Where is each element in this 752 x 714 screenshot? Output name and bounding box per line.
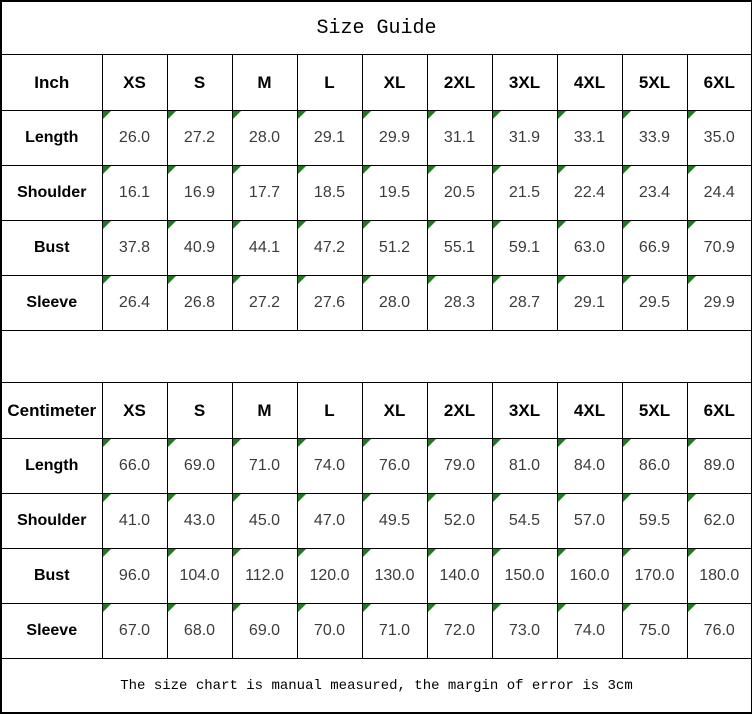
size-value-cell — [297, 221, 362, 276]
size-value-text: 26.8 — [183, 294, 216, 311]
corner-flag-triangle-icon — [428, 111, 436, 119]
corner-flag-triangle-icon — [103, 604, 111, 612]
size-value-text: 81.0 — [508, 457, 541, 474]
size-value-text: 71.0 — [248, 457, 281, 474]
size-value-cell — [232, 494, 297, 549]
size-value-text: 31.1 — [443, 129, 476, 146]
size-value-text: 140.0 — [439, 567, 480, 584]
size-value-cell — [492, 221, 557, 276]
corner-flag-triangle-icon — [623, 276, 631, 284]
size-value-text: 28.7 — [508, 294, 541, 311]
size-value-text: 27.6 — [313, 294, 346, 311]
size-value-cell — [232, 276, 297, 331]
corner-flag-triangle-icon — [493, 111, 501, 119]
size-value-cell — [362, 439, 427, 494]
size-value-text: 35.0 — [703, 129, 735, 146]
size-value-text: 68.0 — [183, 622, 216, 639]
corner-flag-triangle-icon — [168, 439, 176, 447]
corner-flag-triangle-icon — [623, 111, 631, 119]
size-value-text: 74.0 — [313, 457, 346, 474]
size-value-text: 19.5 — [378, 184, 411, 201]
size-value-cell — [232, 221, 297, 276]
corner-flag-triangle-icon — [103, 166, 111, 174]
corner-flag-triangle-icon — [363, 604, 371, 612]
footer-row — [1, 659, 752, 714]
measure-label-length: Length — [1, 439, 102, 494]
size-value-text: 29.9 — [378, 129, 411, 146]
size-value-text: 70.0 — [313, 622, 346, 639]
size-value-cell — [167, 549, 232, 604]
size-value-cell — [102, 549, 167, 604]
corner-flag-triangle-icon — [363, 276, 371, 284]
size-value-text: 180.0 — [699, 567, 740, 584]
size-value-text: 57.0 — [573, 512, 606, 529]
size-value-text: 29.9 — [703, 294, 735, 311]
size-value-text: 31.9 — [508, 129, 541, 146]
size-value-cell — [297, 494, 362, 549]
size-header-xs: XS — [102, 383, 167, 439]
corner-flag-triangle-icon — [688, 439, 696, 447]
size-value-text: 26.4 — [118, 294, 151, 311]
corner-flag-triangle-icon — [558, 221, 566, 229]
size-value-cell — [102, 494, 167, 549]
inch-row-bust — [1, 221, 752, 276]
corner-flag-triangle-icon — [233, 111, 241, 119]
corner-flag-triangle-icon — [363, 166, 371, 174]
size-value-cell — [687, 604, 752, 659]
size-value-text: 72.0 — [443, 622, 476, 639]
size-value-text: 54.5 — [508, 512, 541, 529]
size-value-text: 70.9 — [703, 239, 735, 256]
corner-flag-triangle-icon — [168, 111, 176, 119]
size-value-cell — [362, 604, 427, 659]
size-value-cell — [297, 439, 362, 494]
size-value-cell — [492, 276, 557, 331]
size-value-cell — [622, 166, 687, 221]
unit-header-inch: Inch — [1, 55, 102, 111]
size-value-text: 55.1 — [443, 239, 476, 256]
centimeter-table-body — [1, 383, 752, 659]
corner-flag-triangle-icon — [493, 604, 501, 612]
corner-flag-triangle-icon — [623, 166, 631, 174]
measure-label-length: Length — [1, 111, 102, 166]
size-value-cell — [622, 494, 687, 549]
size-value-cell — [687, 166, 752, 221]
size-value-cell — [167, 111, 232, 166]
size-value-cell — [297, 549, 362, 604]
size-value-cell — [687, 221, 752, 276]
size-value-text: 59.1 — [508, 239, 541, 256]
measure-label-shoulder: Shoulder — [1, 494, 102, 549]
size-value-cell — [622, 111, 687, 166]
size-value-text: 62.0 — [703, 512, 735, 529]
corner-flag-triangle-icon — [623, 604, 631, 612]
corner-flag-triangle-icon — [298, 549, 306, 557]
size-value-text: 23.4 — [638, 184, 671, 201]
size-value-text: 112.0 — [245, 567, 284, 584]
size-value-text: 44.1 — [248, 239, 281, 256]
size-value-cell — [492, 604, 557, 659]
size-value-text: 22.4 — [573, 184, 606, 201]
size-value-text: 27.2 — [248, 294, 281, 311]
size-value-cell — [297, 604, 362, 659]
corner-flag-triangle-icon — [233, 166, 241, 174]
size-value-text: 74.0 — [573, 622, 606, 639]
size-value-cell — [362, 221, 427, 276]
corner-flag-triangle-icon — [168, 166, 176, 174]
corner-flag-triangle-icon — [623, 221, 631, 229]
corner-flag-triangle-icon — [363, 494, 371, 502]
measure-label-bust: Bust — [1, 549, 102, 604]
size-value-cell — [622, 276, 687, 331]
corner-flag-triangle-icon — [298, 166, 306, 174]
centimeter-row-bust — [1, 549, 752, 604]
corner-flag-triangle-icon — [493, 494, 501, 502]
corner-flag-triangle-icon — [233, 439, 241, 447]
corner-flag-triangle-icon — [363, 111, 371, 119]
corner-flag-triangle-icon — [298, 494, 306, 502]
size-value-cell — [492, 549, 557, 604]
size-value-text: 79.0 — [443, 457, 476, 474]
corner-flag-triangle-icon — [233, 604, 241, 612]
size-header-s: S — [167, 55, 232, 111]
size-value-cell — [362, 549, 427, 604]
size-value-text: 160.0 — [569, 567, 610, 584]
size-value-cell — [167, 166, 232, 221]
corner-flag-triangle-icon — [688, 549, 696, 557]
size-value-text: 73.0 — [508, 622, 541, 639]
size-value-text: 52.0 — [443, 512, 476, 529]
size-value-text: 47.0 — [313, 512, 346, 529]
corner-flag-triangle-icon — [493, 439, 501, 447]
corner-flag-triangle-icon — [623, 494, 631, 502]
corner-flag-triangle-icon — [298, 221, 306, 229]
corner-flag-triangle-icon — [298, 439, 306, 447]
size-header-2xl: 2XL — [427, 383, 492, 439]
size-value-cell — [427, 111, 492, 166]
size-value-text: 28.0 — [248, 129, 281, 146]
size-value-text: 17.7 — [248, 184, 281, 201]
corner-flag-triangle-icon — [493, 549, 501, 557]
corner-flag-triangle-icon — [493, 276, 501, 284]
size-value-cell — [167, 439, 232, 494]
corner-flag-triangle-icon — [103, 494, 111, 502]
size-value-text: 66.9 — [638, 239, 671, 256]
corner-flag-triangle-icon — [493, 221, 501, 229]
size-value-cell — [622, 604, 687, 659]
size-value-cell — [427, 494, 492, 549]
size-header-6xl: 6XL — [687, 383, 752, 439]
corner-flag-triangle-icon — [558, 276, 566, 284]
size-value-cell — [557, 166, 622, 221]
size-value-cell — [102, 604, 167, 659]
title-row — [1, 1, 752, 55]
size-header-xl: XL — [362, 55, 427, 111]
size-value-text: 89.0 — [703, 457, 735, 474]
size-value-cell — [297, 166, 362, 221]
size-value-cell — [427, 221, 492, 276]
corner-flag-triangle-icon — [168, 494, 176, 502]
spacer-row — [1, 331, 752, 383]
size-value-text: 29.1 — [573, 294, 606, 311]
size-header-s: S — [167, 383, 232, 439]
size-header-m: M — [232, 55, 297, 111]
size-header-m: M — [232, 383, 297, 439]
size-value-text: 40.9 — [183, 239, 216, 256]
corner-flag-triangle-icon — [623, 439, 631, 447]
inch-table-body — [1, 55, 752, 331]
size-value-cell — [232, 166, 297, 221]
size-value-cell — [362, 111, 427, 166]
corner-flag-triangle-icon — [103, 276, 111, 284]
corner-flag-triangle-icon — [103, 439, 111, 447]
corner-flag-triangle-icon — [233, 221, 241, 229]
size-value-cell — [687, 439, 752, 494]
corner-flag-triangle-icon — [688, 494, 696, 502]
corner-flag-triangle-icon — [558, 549, 566, 557]
size-value-cell — [232, 439, 297, 494]
size-value-cell — [687, 276, 752, 331]
size-value-cell — [167, 494, 232, 549]
corner-flag-triangle-icon — [428, 276, 436, 284]
corner-flag-triangle-icon — [103, 111, 111, 119]
corner-flag-triangle-icon — [558, 439, 566, 447]
corner-flag-triangle-icon — [363, 549, 371, 557]
size-value-cell — [557, 439, 622, 494]
size-value-text: 76.0 — [378, 457, 411, 474]
size-value-text: 29.1 — [313, 129, 346, 146]
size-value-cell — [492, 439, 557, 494]
size-value-cell — [557, 111, 622, 166]
size-value-cell — [622, 439, 687, 494]
size-value-cell — [427, 549, 492, 604]
size-value-cell — [167, 221, 232, 276]
size-value-cell — [102, 166, 167, 221]
size-value-cell — [427, 604, 492, 659]
inch-row-sleeve — [1, 276, 752, 331]
size-value-cell — [167, 604, 232, 659]
size-value-text: 41.0 — [118, 512, 151, 529]
size-value-text: 27.2 — [183, 129, 216, 146]
corner-flag-triangle-icon — [298, 604, 306, 612]
corner-flag-triangle-icon — [428, 549, 436, 557]
size-value-cell — [427, 166, 492, 221]
size-value-text: 43.0 — [183, 512, 216, 529]
size-value-text: 28.3 — [443, 294, 476, 311]
corner-flag-triangle-icon — [428, 166, 436, 174]
size-value-text: 20.5 — [443, 184, 476, 201]
corner-flag-triangle-icon — [168, 604, 176, 612]
corner-flag-triangle-icon — [688, 276, 696, 284]
size-value-cell — [427, 439, 492, 494]
size-value-text: 47.2 — [313, 239, 346, 256]
size-value-cell — [362, 494, 427, 549]
size-header-5xl: 5XL — [622, 55, 687, 111]
size-header-xl: XL — [362, 383, 427, 439]
inch-row-length — [1, 111, 752, 166]
size-value-text: 18.5 — [313, 184, 346, 201]
centimeter-header-row — [1, 383, 752, 439]
corner-flag-triangle-icon — [428, 221, 436, 229]
size-value-text: 75.0 — [638, 622, 671, 639]
size-value-text: 66.0 — [118, 457, 151, 474]
corner-flag-triangle-icon — [168, 276, 176, 284]
size-value-cell — [622, 221, 687, 276]
size-header-4xl: 4XL — [557, 383, 622, 439]
size-value-cell — [492, 111, 557, 166]
corner-flag-triangle-icon — [103, 549, 111, 557]
size-header-3xl: 3XL — [492, 383, 557, 439]
size-value-text: 45.0 — [248, 512, 281, 529]
corner-flag-triangle-icon — [688, 166, 696, 174]
size-value-text: 84.0 — [573, 457, 606, 474]
size-value-cell — [232, 111, 297, 166]
corner-flag-triangle-icon — [558, 111, 566, 119]
measure-label-shoulder: Shoulder — [1, 166, 102, 221]
corner-flag-triangle-icon — [103, 221, 111, 229]
size-header-6xl: 6XL — [687, 55, 752, 111]
size-value-text: 69.0 — [248, 622, 281, 639]
corner-flag-triangle-icon — [363, 221, 371, 229]
size-value-cell — [687, 111, 752, 166]
size-value-cell — [102, 111, 167, 166]
size-value-text: 16.9 — [183, 184, 216, 201]
size-value-cell — [297, 111, 362, 166]
size-value-text: 21.5 — [508, 184, 541, 201]
corner-flag-triangle-icon — [233, 494, 241, 502]
size-value-cell — [297, 276, 362, 331]
size-value-cell — [427, 276, 492, 331]
corner-flag-triangle-icon — [428, 439, 436, 447]
size-value-cell — [687, 494, 752, 549]
size-value-text: 59.5 — [638, 512, 671, 529]
size-value-text: 49.5 — [378, 512, 411, 529]
size-value-text: 16.1 — [118, 184, 151, 201]
size-value-cell — [232, 549, 297, 604]
size-value-text: 28.0 — [378, 294, 411, 311]
size-value-cell — [362, 276, 427, 331]
size-value-text: 130.0 — [374, 567, 415, 584]
footer-note: The size chart is manual measured, the margin of error is 3cm — [1, 659, 752, 714]
size-value-cell — [232, 604, 297, 659]
spacer-cell — [1, 331, 752, 383]
size-value-cell — [362, 166, 427, 221]
corner-flag-triangle-icon — [168, 221, 176, 229]
corner-flag-triangle-icon — [688, 111, 696, 119]
size-value-text: 69.0 — [183, 457, 216, 474]
corner-flag-triangle-icon — [558, 166, 566, 174]
size-value-cell — [557, 549, 622, 604]
corner-flag-triangle-icon — [363, 439, 371, 447]
corner-flag-triangle-icon — [233, 549, 241, 557]
size-value-cell — [557, 276, 622, 331]
size-header-4xl: 4XL — [557, 55, 622, 111]
size-value-cell — [622, 549, 687, 604]
inch-header-row — [1, 55, 752, 111]
size-value-text: 76.0 — [703, 622, 735, 639]
centimeter-row-sleeve — [1, 604, 752, 659]
size-header-3xl: 3XL — [492, 55, 557, 111]
size-value-cell — [687, 549, 752, 604]
size-value-text: 33.9 — [638, 129, 671, 146]
size-header-5xl: 5XL — [622, 383, 687, 439]
size-value-text: 120.0 — [309, 567, 350, 584]
size-value-text: 104.0 — [179, 567, 220, 584]
size-value-cell — [102, 276, 167, 331]
centimeter-row-length — [1, 439, 752, 494]
size-value-cell — [492, 166, 557, 221]
corner-flag-triangle-icon — [558, 494, 566, 502]
page-title: Size Guide — [1, 1, 752, 55]
size-header-l: L — [297, 55, 362, 111]
corner-flag-triangle-icon — [298, 276, 306, 284]
measure-label-sleeve: Sleeve — [1, 604, 102, 659]
size-value-text: 33.1 — [573, 129, 606, 146]
corner-flag-triangle-icon — [428, 494, 436, 502]
size-header-2xl: 2XL — [427, 55, 492, 111]
corner-flag-triangle-icon — [623, 549, 631, 557]
size-value-text: 150.0 — [504, 567, 545, 584]
corner-flag-triangle-icon — [688, 604, 696, 612]
size-value-cell — [492, 494, 557, 549]
corner-flag-triangle-icon — [688, 221, 696, 229]
corner-flag-triangle-icon — [493, 166, 501, 174]
size-value-text: 26.0 — [118, 129, 151, 146]
size-value-cell — [102, 439, 167, 494]
size-value-cell — [102, 221, 167, 276]
centimeter-row-shoulder — [1, 494, 752, 549]
size-value-text: 24.4 — [703, 184, 735, 201]
size-value-text: 170.0 — [634, 567, 675, 584]
size-value-cell — [557, 221, 622, 276]
corner-flag-triangle-icon — [428, 604, 436, 612]
size-value-text: 67.0 — [118, 622, 151, 639]
size-value-cell — [557, 604, 622, 659]
size-value-text: 63.0 — [573, 239, 606, 256]
size-header-xs: XS — [102, 55, 167, 111]
measure-label-bust: Bust — [1, 221, 102, 276]
size-header-l: L — [297, 383, 362, 439]
corner-flag-triangle-icon — [298, 111, 306, 119]
size-value-text: 71.0 — [378, 622, 411, 639]
size-value-text: 51.2 — [378, 239, 411, 256]
size-value-cell — [557, 494, 622, 549]
corner-flag-triangle-icon — [558, 604, 566, 612]
corner-flag-triangle-icon — [168, 549, 176, 557]
size-value-text: 96.0 — [118, 567, 151, 584]
size-value-text: 29.5 — [638, 294, 671, 311]
size-value-text: 37.8 — [118, 239, 151, 256]
size-value-cell — [167, 276, 232, 331]
measure-label-sleeve: Sleeve — [1, 276, 102, 331]
size-value-text: 86.0 — [638, 457, 671, 474]
corner-flag-triangle-icon — [233, 276, 241, 284]
unit-header-centimeter: Centimeter — [1, 383, 102, 439]
inch-row-shoulder — [1, 166, 752, 221]
